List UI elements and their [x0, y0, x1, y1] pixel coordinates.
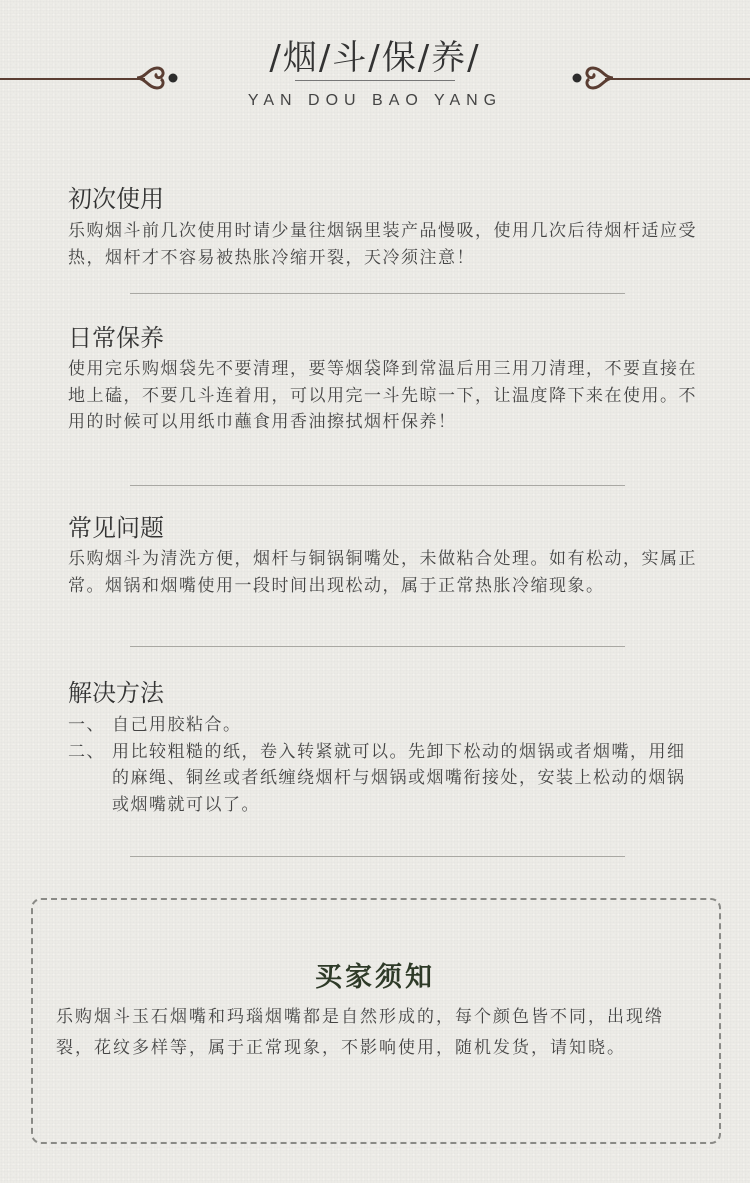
section-divider	[130, 485, 625, 486]
section-body-daily-care: 使用完乐购烟袋先不要清理，要等烟袋降到常温后用三用刀清理，不要直接在地上磕，不要几斗连着用，可以用完一斗先晾一下，让温度降下来在使用。不用的时候可以用纸巾蘸食用香油擦拭烟杆保养！	[68, 359, 697, 432]
section-title-daily-care: 日常保养	[68, 324, 164, 352]
section-divider	[130, 646, 625, 647]
scroll-ornament-right-icon	[560, 56, 615, 96]
section-divider	[130, 856, 625, 857]
section-body-first-use: 乐购烟斗前几次使用时请少量往烟锅里装产品慢吸，使用几次后待烟杆适应受热，烟杆才不容易被热胀冷缩开裂，天冷须注意！	[68, 221, 697, 268]
section-divider	[130, 293, 625, 294]
list-item-number: 二、	[68, 741, 105, 762]
section-title-first-use: 初次使用	[68, 185, 164, 213]
page-title: /烟/斗/保/养/	[269, 38, 481, 78]
section-title-faq: 常见问题	[68, 514, 164, 542]
list-item	[68, 739, 698, 819]
notice-body: 乐购烟斗玉石烟嘴和玛瑙烟嘴都是自然形成的，每个颜色皆不同，出现绺裂，花纹多样等，属于正常现象，不影响使用，随机发货，请知晓。	[56, 1007, 664, 1058]
header-rule-right	[605, 78, 750, 80]
section-title-solution: 解决方法	[68, 679, 164, 707]
notice-title: 买家须知	[315, 962, 435, 993]
list-item-text: 用比较粗糙的纸，卷入转紧就可以。先卸下松动的烟锅或者烟嘴，用细的麻绳、铜丝或者纸缠绕烟杆与烟锅或烟嘴衔接处，安装上松动的烟锅或烟嘴就可以了。	[112, 741, 686, 815]
list-item-text: 自己用胶粘合。	[112, 715, 242, 735]
page-subtitle: YAN DOU BAO YANG	[247, 92, 503, 109]
list-item-number: 一、	[68, 715, 105, 735]
list-item	[68, 712, 698, 739]
section-body-faq: 乐购烟斗为清洗方便，烟杆与铜锅铜嘴处，未做粘合处理。如有松动，实属正常。烟锅和烟嘴使用一段时间出现松动，属于正常热胀冷缩现象。	[68, 549, 697, 596]
solution-list	[68, 712, 698, 818]
title-underline	[295, 80, 455, 81]
